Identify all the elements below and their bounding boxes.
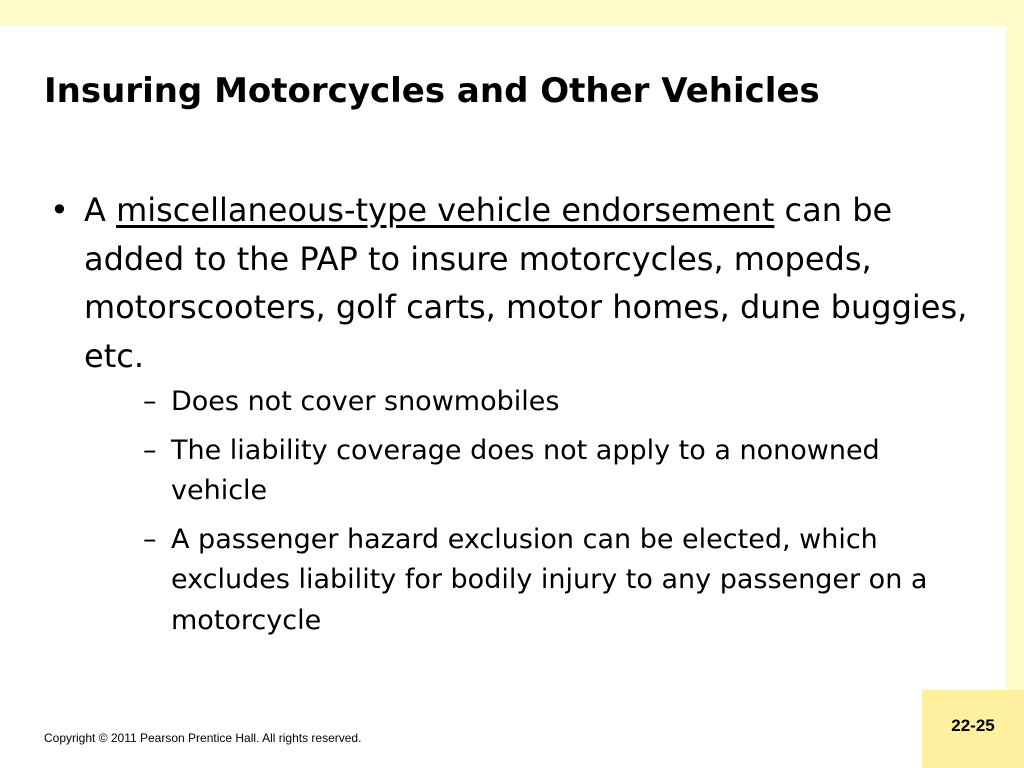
sub-bullet xyxy=(129,520,972,642)
key-term: miscellaneous-type vehicle endorsement xyxy=(116,191,775,229)
sub-bullet-marker: – xyxy=(143,386,157,417)
copyright-notice: Copyright © 2011 Pearson Prentice Hall. All rights reserved. xyxy=(44,731,362,745)
footer-band xyxy=(0,690,1024,768)
main-bullet xyxy=(42,186,972,641)
sub-bullet-text: Does not cover snowmobiles xyxy=(171,386,560,417)
sub-bullet-text: The liability coverage does not apply to a nonowned vehicle xyxy=(171,434,880,506)
sub-bullet-list xyxy=(84,382,972,641)
bullet-text: can be added to the PAP to insure motorcycles, mopeds, motorscooters, golf carts, motor homes, dune buggies, etc. xyxy=(84,191,968,375)
sub-bullet xyxy=(129,431,972,512)
page-number: 22-25 xyxy=(951,716,995,735)
sub-bullet xyxy=(129,382,972,423)
bullet-prefix: A xyxy=(84,191,117,229)
sub-bullet-marker: – xyxy=(143,434,157,466)
bullet-list xyxy=(42,186,972,649)
bullet-marker: • xyxy=(50,191,69,229)
sub-bullet-marker: – xyxy=(143,523,157,555)
sub-bullet-text: A passenger hazard exclusion can be elected, which excludes liability for bodily injury to any passenger on a motorcycle xyxy=(171,523,928,636)
slide-title: Insuring Motorcycles and Other Vehicles xyxy=(44,71,820,111)
